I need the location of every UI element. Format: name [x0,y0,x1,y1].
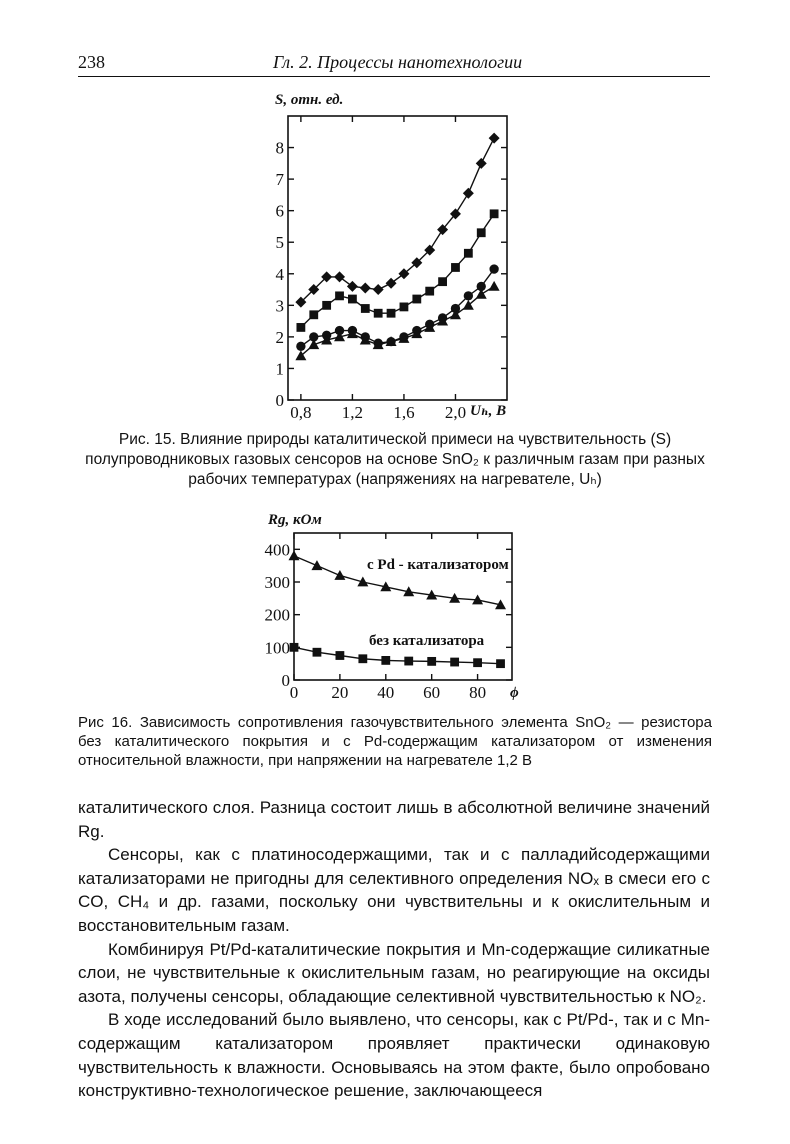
x-tick-label: 0,8 [290,403,312,422]
y-tick-label: 3 [275,296,284,316]
y-axis-label: S, отн. ед. [275,92,344,108]
series-2 [296,209,498,331]
data-point [450,658,459,667]
data-point [404,657,413,666]
series-1 [289,550,509,609]
data-point [296,342,305,351]
series-label: без катализатора [369,633,485,649]
y-tick-label: 6 [275,201,284,221]
data-point [427,657,436,666]
paragraph-3: Комбинируя Pt/Pd-каталитические покрытия и Mn-содержащие силикатные слои, не чувствительные к окислительным газам, но реагирующие на оксиды азота, получены сенсоры, обладающие селективной чувствительностью к NO₂. [78,939,710,1006]
y-axis-label: Rg, кОм [268,512,322,528]
data-point [489,133,500,144]
y-tick-label: 0 [275,391,284,410]
data-point [464,291,473,300]
data-point [334,271,345,282]
series-1 [295,133,499,308]
y-tick-label: 7 [275,170,284,190]
paragraph-4: В ходе исследований было выявлено, что сенсоры, как с Pt/Pd-, так и с Mn-содержащим катализатором проявляет практически одинаковую чувствительность к влажности. Основываясь на этом факте, было опробовано конструктивно-технологическое решение, заключающееся [78,1010,710,1101]
x-tick-label: 60 [423,683,441,702]
data-point [322,301,331,310]
data-point [412,295,421,304]
y-tick-label: 100 [264,638,290,658]
figure-15-caption: Рис. 15. Влияние природы каталитической примеси на чувствительность (S) полупроводниковых газовых сенсоров на основе SnO₂ к различным газам при разных рабочих температурах (напряжениях на нагревателе, Uₕ) [85,431,705,488]
x-tick-label: 0 [289,683,299,702]
data-point [334,570,345,580]
data-point [477,228,486,237]
data-point [400,303,409,312]
data-point [476,158,487,169]
data-point [374,309,383,318]
y-tick-label: 0 [281,671,290,690]
y-tick-label: 4 [275,264,284,284]
paragraph-2: Сенсоры, как с платиносодержащими, так и с палладийсодержащими катализаторами не пригодны для селективного определения NOₓ в смеси его с CO, CH₄ и др. газами, поскольку они чувствительны и к окислительным и восстановительным газам. [78,845,710,935]
data-point [347,281,358,292]
data-point [309,310,318,319]
data-point [360,282,371,293]
body-text [78,796,710,1103]
data-point [289,550,300,560]
data-point [358,654,367,663]
y-tick-label: 1 [275,359,284,379]
x-tick-label: 1,2 [341,403,364,422]
data-point [473,658,482,667]
data-point [476,289,487,299]
data-point [438,277,447,286]
data-point [308,339,319,349]
series-line [294,647,501,663]
data-point [313,648,322,657]
series-line [301,214,494,328]
y-tick-label: 2 [275,327,284,347]
data-point [311,560,322,570]
data-point [373,284,384,295]
figure-15-plot-area [275,92,507,422]
data-point [463,188,474,199]
data-point [361,304,370,313]
data-point [387,309,396,318]
data-point [489,264,498,273]
y-tick-label: 5 [275,233,284,253]
data-point [335,651,344,660]
data-point [451,263,460,272]
data-point [386,278,397,289]
page-number: 238 [78,52,105,72]
paragraph-1: каталитического слоя. Разница состоит лишь в абсолютной величине значений Rg. [78,798,710,841]
data-point [381,656,390,665]
figure-16-caption: Рис 16. Зависимость сопротивления газочувствительного элемента SnO₂ — резистора без каталитического покрытия и с Pd-содержащим катализатором от изменения относительной влажности, при напряжении на нагревателе 1,2 В [78,714,712,769]
x-axis-label: ϕ [510,685,519,701]
plot-frame [294,533,512,680]
data-point [489,281,500,291]
data-point [290,643,299,652]
figure-16-plot-area [265,512,520,702]
x-tick-label: 80 [469,683,487,702]
y-tick-label: 200 [264,605,290,625]
series-label: с Pd - катализатором [367,557,509,573]
y-tick-label: 300 [264,573,290,592]
x-tick-label: 20 [331,683,349,702]
x-axis-label: Uₕ, В [470,403,507,419]
figure-16-chart [0,500,790,710]
y-tick-label: 400 [264,540,290,560]
data-point [464,249,473,258]
data-point [335,291,344,300]
y-tick-label: 8 [275,138,284,158]
x-tick-label: 2,0 [444,403,467,422]
data-point [490,209,499,218]
data-point [296,323,305,332]
x-tick-label: 40 [377,683,395,702]
plot-frame [288,116,507,400]
data-point [496,659,505,668]
data-point [425,287,434,296]
figure-15-chart [0,0,790,430]
running-title: Гл. 2. Процессы нанотехнологии [273,52,523,72]
x-tick-label: 1,6 [393,403,415,422]
series-2 [290,633,505,668]
data-point [348,295,357,304]
